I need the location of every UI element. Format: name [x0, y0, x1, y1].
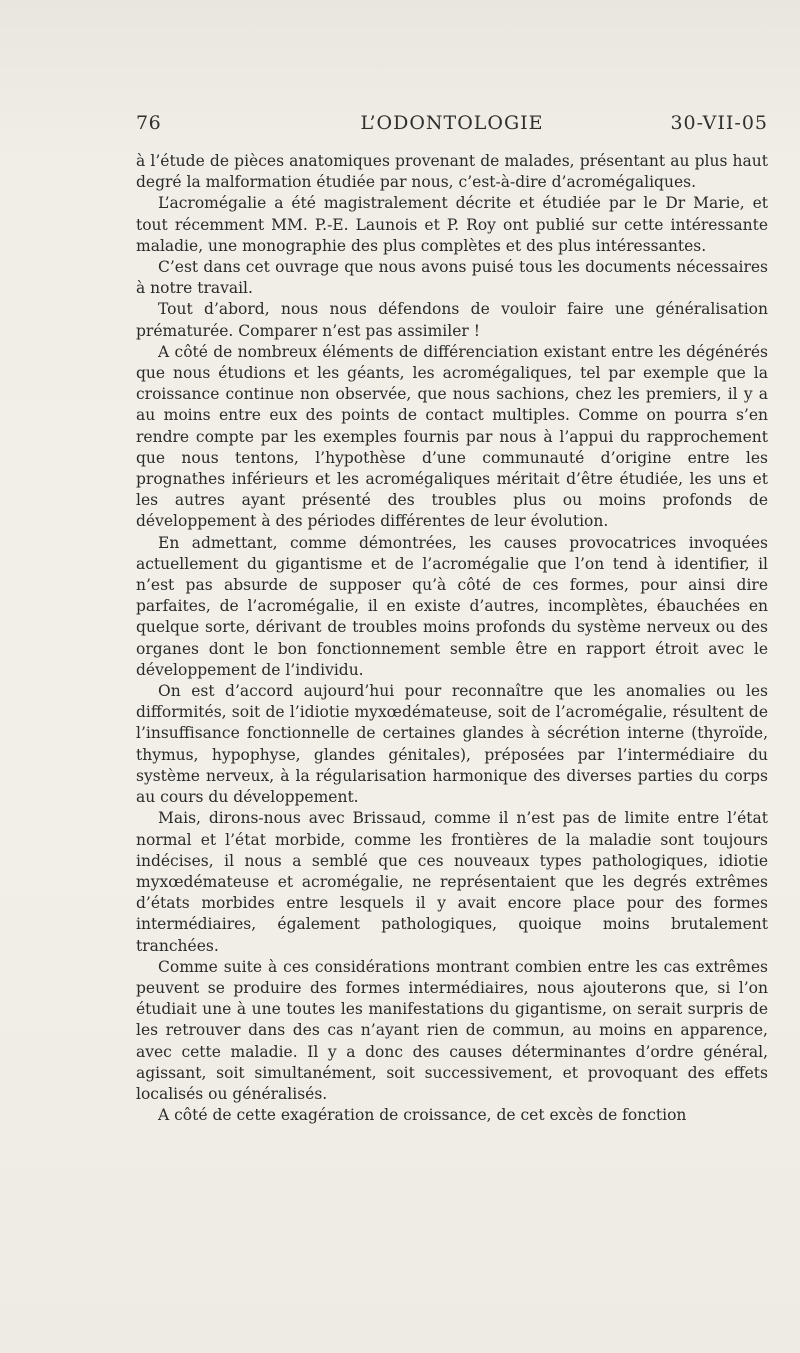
paragraph: Mais, dirons-nous avec Brissaud, comme il n’est pas de limite entre l’état normal et l’état morbide, comme les frontières de la maladie sont toujours indécises, il nous a semblé que ces nouveaux types pathologiques, idiotie myxœdémateuse et acromégalie, ne représentaient que les degrés extrêmes d’états morbides entre lesquels il y avait encore place pour des formes intermédiaires, également pathologiques, quoique moins brutalement tranchées.	[136, 809, 768, 955]
paragraph: A côté de nombreux éléments de différenciation existant entre les dégénérés que nous étudions et les géants, les acromégaliques, tel par exemple que la croissance continue non observée, que nous sachions, chez les premiers, il y a au moins entre eux des points de contact multiples. Comme on pourra s’en rendre compte par les exemples fournis par nous à l’appui du rapprochement que nous tentons, l’hypothèse d’une communauté d’origine entre les prognathes inférieurs et les acromégaliques méritait d’être étudiée, les uns et les autres ayant présenté des troubles plus ou moins profonds de développement à des périodes différentes de leur évolution.	[136, 342, 768, 531]
body-text	[136, 151, 768, 1126]
paragraph: En admettant, comme démontrées, les causes provocatrices invoquées actuellement du gigantisme et de l’acromégalie que l’on tend à identifier, il n’est pas absurde de supposer qu’à côté de ces formes, pour ainsi dire parfaites, de l’acromégalie, il en existe d’autres, incomplètes, ébauchées en quelque sorte, dérivant de troubles moins profonds du système nerveux ou des organes dont le bon fonctionnement semble être en rapport étroit avec le développement de l’individu.	[136, 533, 768, 679]
paragraph: Tout d’abord, nous nous défendons de vouloir faire une généralisation prématurée. Comparer n’est pas assimiler !	[136, 300, 768, 340]
paragraph: L’acromégalie a été magistralement décrite et étudiée par le Dr Marie, et tout récemment MM. P.-E. Launois et P. Roy ont publié sur cette intéressante maladie, une monographie des plus complètes et des plus intéressantes.	[136, 194, 768, 255]
paragraph: à l’étude de pièces anatomiques provenant de malades, présentant au plus haut degré la malformation étudiée par nous, c’est-à-dire d’acromégaliques.	[136, 152, 768, 192]
paragraph: On est d’accord aujourd’hui pour reconnaître que les anomalies ou les difformités, soit de l’idiotie myxœdémateuse, soit de l’acromégalie, résultent de l’insuffisance fonctionnelle de certaines glandes à sécrétion interne (thyroïde, thymus, hypophyse, glandes génitales), préposées par l’intermédiaire du système nerveux, à la régularisation harmonique des diverses parties du corps au cours du développement.	[136, 682, 768, 807]
paragraph: A côté de cette exagération de croissance, de cet excès de fonction	[158, 1106, 687, 1125]
running-header	[136, 112, 768, 142]
issue-date: 30-VII-05	[670, 112, 768, 134]
paragraph: Comme suite à ces considérations montrant combien entre les cas extrêmes peuvent se produire des formes intermédiaires, nous ajouterons que, si l’on étudiait une à une toutes les manifestations du gigantisme, on serait surpris de les retrouver dans des cas n’ayant rien de commun, au moins en apparence, avec cette maladie. Il y a donc des causes déterminantes d’ordre général, agissant, soit simultanément, soit successivement, et provoquant des effets localisés ou généralisés.	[136, 957, 768, 1103]
page-number: 76	[136, 112, 162, 134]
paragraph: C’est dans cet ouvrage que nous avons puisé tous les documents nécessaires à notre travail.	[136, 258, 768, 298]
journal-title: L’ODONTOLOGIE	[360, 112, 544, 134]
